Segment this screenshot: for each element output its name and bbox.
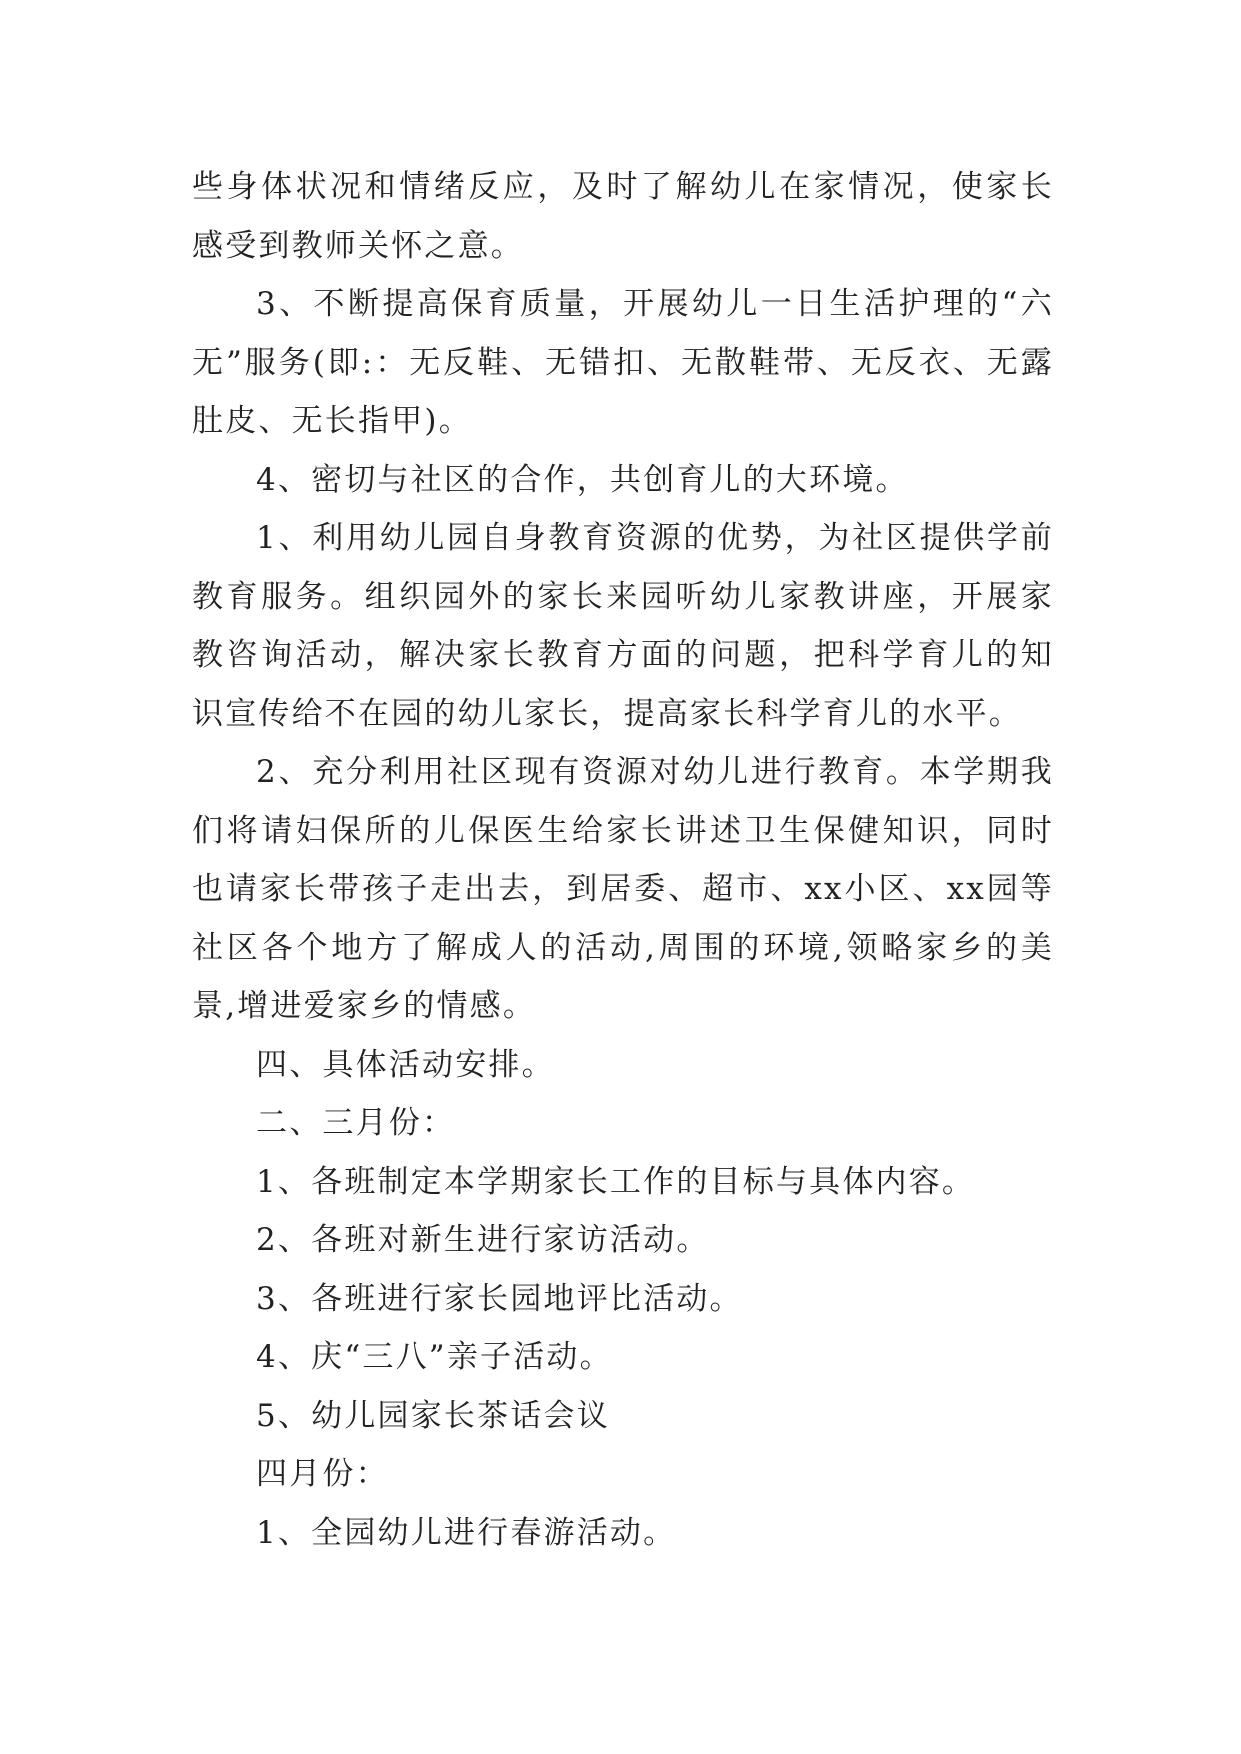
paragraph-3: 4、密切与社区的合作，共创育儿的大环境。	[256, 461, 909, 498]
paragraph-2: 3、不断提高保育质量，开展幼儿一日生活护理的“六无”服务(即:：无反鞋、无错扣、无散鞋带、无反衣、无露肚皮、无长指甲)。	[192, 286, 1054, 439]
list-item: 1、各班制定本学期家长工作的目标与具体内容。	[256, 1163, 976, 1200]
list-item: 4、庆“三八”亲子活动。	[256, 1339, 613, 1375]
paragraph-1: 些身体状况和情绪反应，及时了解幼儿在家情况，使家长感受到教师关怀之意。	[192, 169, 1054, 264]
month-heading-feb-mar: 二、三月份：	[256, 1105, 456, 1141]
list-item: 1、全园幼儿进行春游活动。	[256, 1514, 677, 1551]
paragraph-5: 2、充分利用社区现有资源对幼儿进行教育。本学期我们将请妇保所的儿保医生给家长讲述卫生保健知识，同时也请家长带孩子走出去，到居委、超市、xx小区、xx园等社区各个地方了解成人的活动,周围的环境,领略家乡的美景,增进爱家乡的情感。	[192, 754, 1054, 1024]
list-item: 3、各班进行家长园地评比活动。	[256, 1280, 743, 1317]
list-item: 5、幼儿园家长茶话会议	[256, 1397, 610, 1434]
list-item: 2、各班对新生进行家访活动。	[256, 1222, 710, 1258]
month-heading-april: 四月份：	[256, 1456, 389, 1492]
document-body	[192, 158, 1054, 1562]
paragraph-4: 1、利用幼儿园自身教育资源的优势，为社区提供学前教育服务。组织园外的家长来园听幼儿家教讲座，开展家教咨询活动，解决家长教育方面的问题，把科学育儿的知识宣传给不在园的幼儿家长，提高家长科学育儿的水平。	[192, 520, 1054, 732]
section-heading-activities: 四、具体活动安排。	[256, 1046, 555, 1083]
